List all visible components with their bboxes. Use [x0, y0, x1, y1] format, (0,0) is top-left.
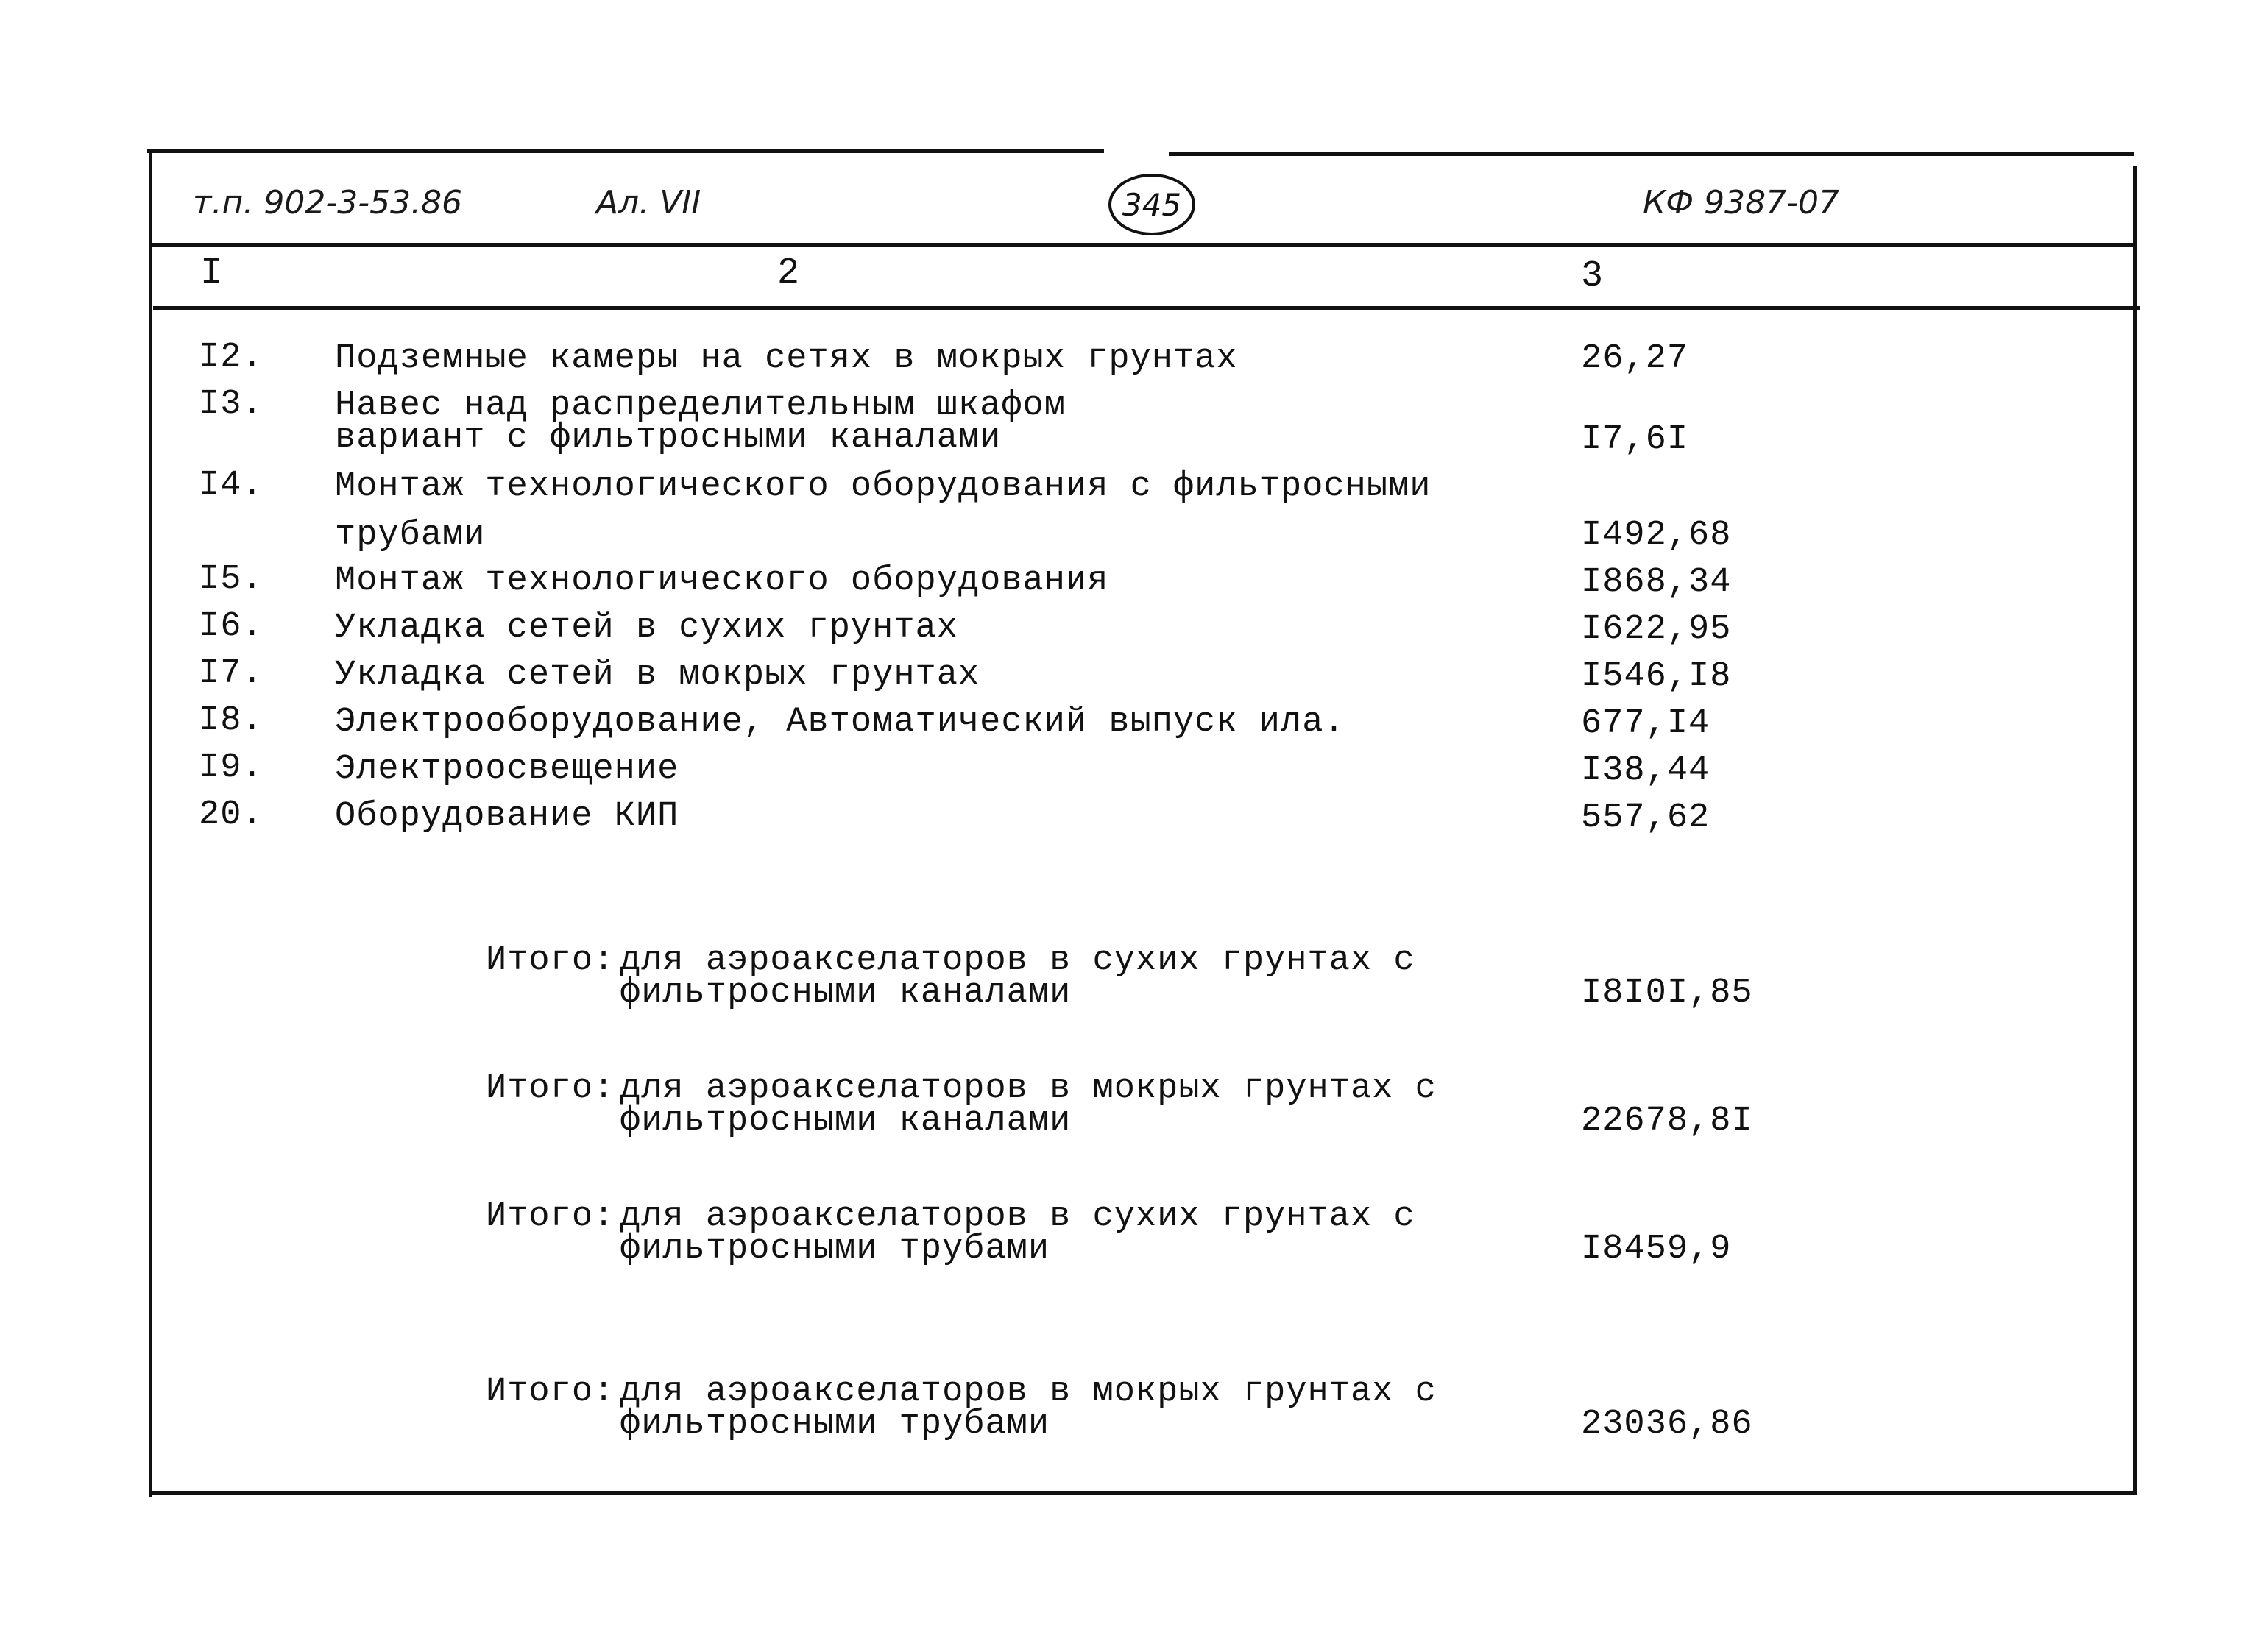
- row-number: I8.: [199, 701, 263, 740]
- row-value: 677,I4: [1581, 704, 1710, 743]
- row-description: Оборудование КИП: [335, 797, 679, 836]
- row-description: Укладка сетей в мокрых грунтах: [335, 656, 980, 695]
- album-number: Ал. VII: [596, 184, 701, 221]
- column-1-label: I: [200, 252, 224, 294]
- bottom-border: [149, 1491, 2136, 1495]
- row-value: 557,62: [1581, 798, 1710, 837]
- right-border: [2133, 166, 2137, 1495]
- row-value: I546,I8: [1581, 657, 1732, 696]
- total-description: фильтросными трубами: [620, 1405, 1050, 1444]
- row-description: Монтаж технологического оборудования с фильтросными: [335, 467, 1432, 506]
- total-description: для аэроакселаторов в мокрых грунтах с: [620, 1069, 1437, 1108]
- row-description: Подземные камеры на сетях в мокрых грунтах: [335, 339, 1238, 378]
- project-number: т.п. 902-3-53.86: [193, 184, 463, 221]
- total-label: Итого:: [486, 1197, 615, 1236]
- row-description: Монтаж технологического оборудования: [335, 561, 1109, 600]
- document-code: КФ 9387-07: [1643, 184, 1839, 221]
- column-2-label: 2: [777, 252, 801, 294]
- row-description: трубами: [335, 516, 486, 555]
- page-number: 345: [1122, 186, 1182, 223]
- total-description: для аэроакселаторов в сухих грунтах с: [620, 941, 1415, 980]
- total-label: Итого:: [486, 1372, 615, 1411]
- row-number: I2.: [199, 338, 263, 377]
- row-number: I3.: [199, 385, 263, 424]
- row-number: I5.: [199, 560, 263, 599]
- top-border-right: [1169, 152, 2134, 156]
- row-number: I6.: [199, 607, 263, 646]
- total-value: I8I0I,85: [1581, 974, 1753, 1013]
- row-number: 20.: [199, 795, 263, 834]
- row-number: I7.: [199, 654, 263, 693]
- row-description: Навес над распределительным шкафом: [335, 386, 1066, 425]
- row-value: I7,6I: [1581, 420, 1689, 459]
- top-border-left: [147, 149, 1104, 153]
- row-value: 26,27: [1581, 339, 1689, 378]
- total-description: фильтросными каналами: [620, 974, 1072, 1013]
- total-label: Итого:: [486, 1069, 615, 1108]
- row-number: I9.: [199, 748, 263, 787]
- total-description: фильтросными каналами: [620, 1102, 1072, 1141]
- header-separator: [149, 243, 2136, 247]
- row-value: I38,44: [1581, 751, 1710, 790]
- column-header-separator: [153, 306, 2140, 310]
- total-description: для аэроакселаторов в сухих грунтах с: [620, 1197, 1415, 1236]
- row-value: I622,95: [1581, 610, 1732, 649]
- row-description: Электрооборудование, Автоматический выпуск ила.: [335, 703, 1345, 742]
- column-3-label: 3: [1581, 255, 1604, 297]
- total-value: 23036,86: [1581, 1405, 1753, 1444]
- row-description: Укладка сетей в сухих грунтах: [335, 609, 958, 648]
- row-number: I4.: [199, 466, 263, 505]
- row-description: Электроосвещение: [335, 750, 679, 789]
- total-description: для аэроакселаторов в мокрых грунтах с: [620, 1372, 1437, 1411]
- total-description: фильтросными трубами: [620, 1230, 1050, 1269]
- page-number-stamp: [1108, 174, 1195, 235]
- total-value: I8459,9: [1581, 1230, 1732, 1269]
- row-value: I868,34: [1581, 563, 1732, 602]
- row-value: I492,68: [1581, 516, 1732, 555]
- total-value: 22678,8I: [1581, 1102, 1753, 1141]
- left-border: [149, 149, 152, 1497]
- row-description: вариант с фильтросными каналами: [335, 419, 1002, 458]
- total-label: Итого:: [486, 941, 615, 980]
